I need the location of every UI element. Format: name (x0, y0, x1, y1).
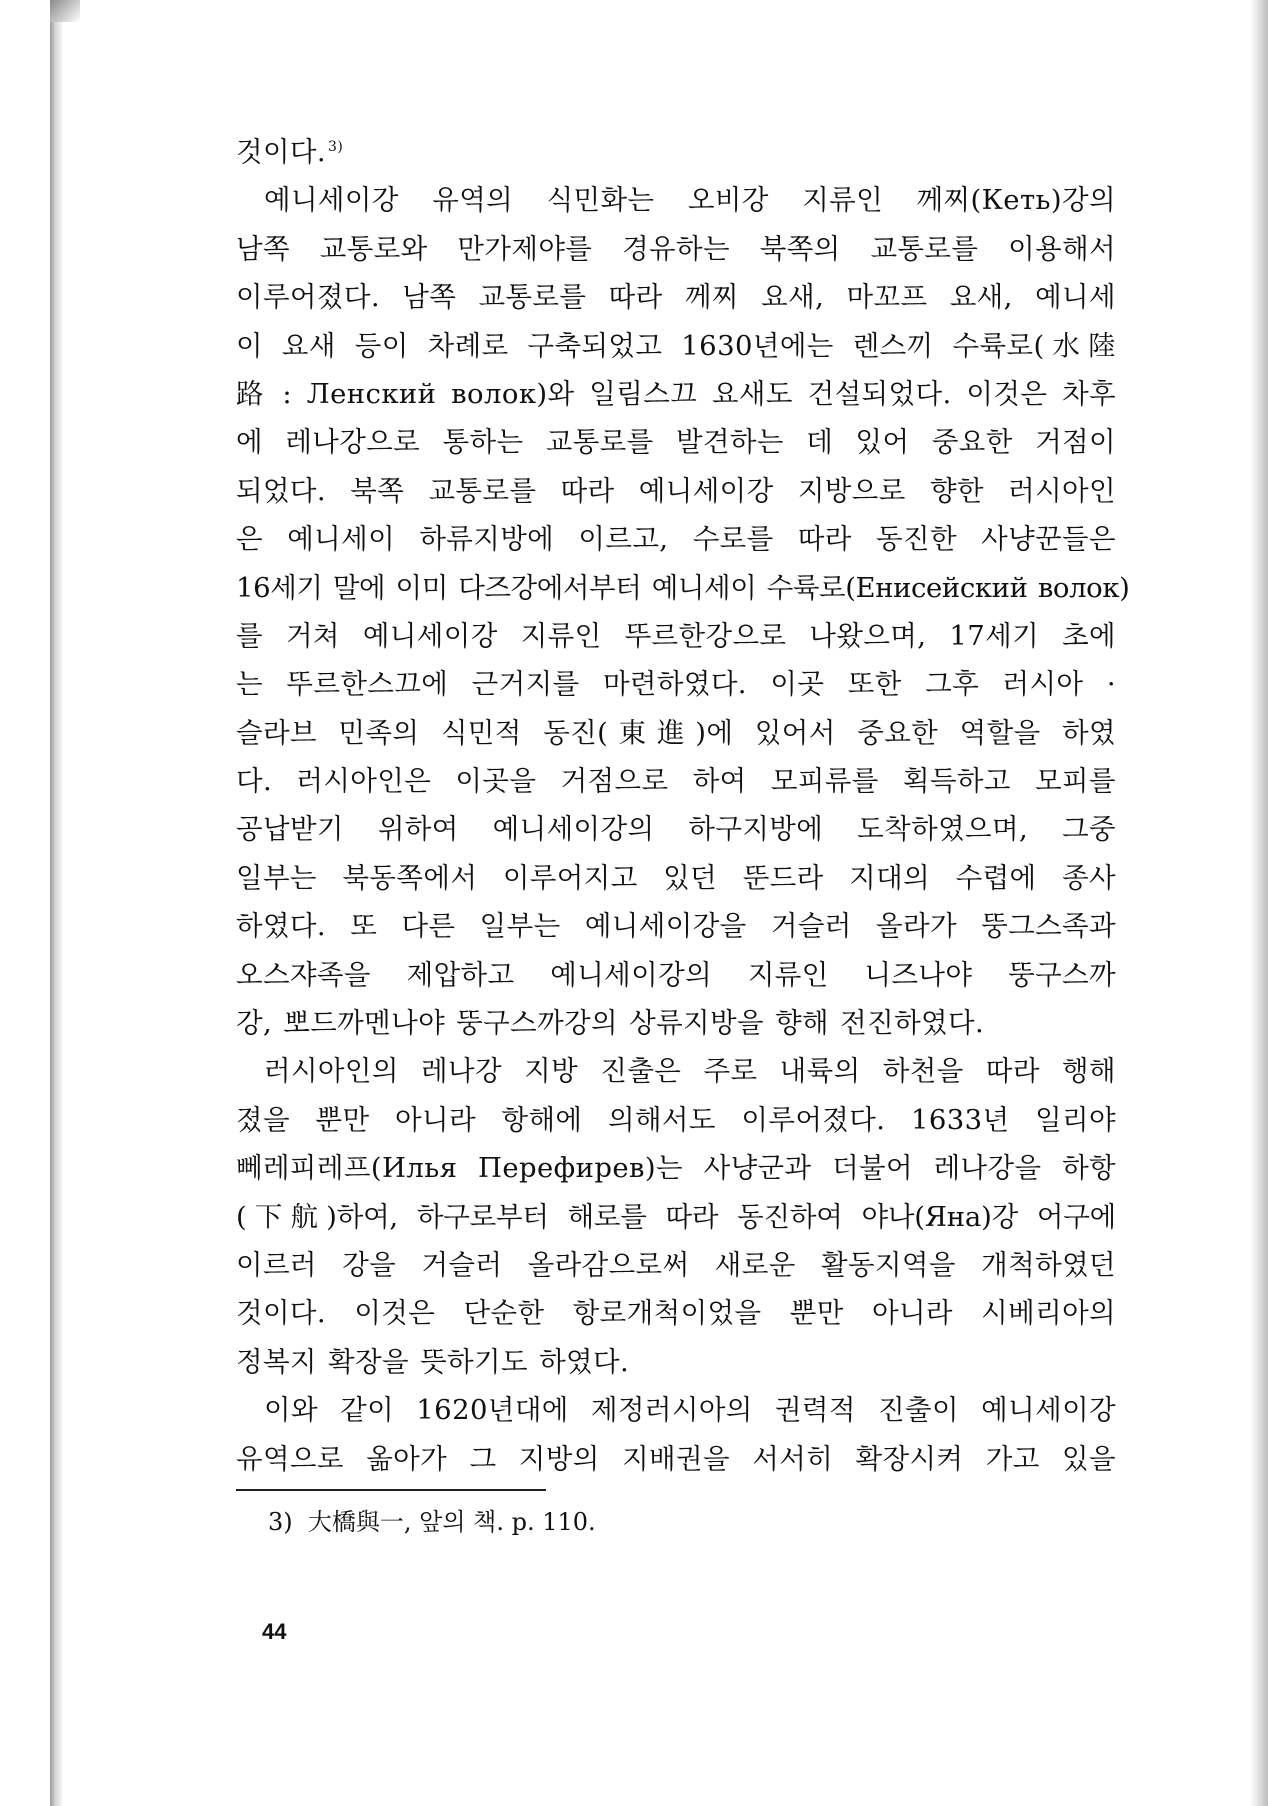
text-line: 되었다. 북쪽 교통로를 따라 예니세이강 지방으로 향한 러시아인 (236, 474, 1116, 507)
page-number: 44 (262, 1619, 287, 1644)
text-line: 예니세이강 유역의 식민화는 오비강 지류인 께찌(Кеть)강의 (264, 184, 1116, 217)
text-line: 이 요새 등이 차례로 구축되었고 1630년에는 렌스끼 수륙로(水陸 (236, 329, 1116, 362)
text-line: 러시아인의 레나강 지방 진출은 주로 내륙의 하천을 따라 행해 (264, 1055, 1116, 1088)
text-line: 다. 러시아인은 이곳을 거점으로 하여 모피류를 획득하고 모피를 (236, 765, 1116, 798)
footnote-text: 大橋與一, 앞의 책. p. 110. (307, 1508, 596, 1536)
footnote-marker[interactable]: 3) (328, 138, 344, 155)
text-line: 일부는 북동쪽에서 이루어지고 있던 뚠드라 지대의 수렵에 종사 (236, 861, 1116, 894)
page-corner (50, 0, 80, 22)
text-line: 남쪽 교통로와 만가제야를 경유하는 북쪽의 교통로를 이용해서 (236, 232, 1116, 265)
text-line: 를 거쳐 예니세이강 지류인 뚜르한강으로 나왔으며, 17세기 초에 (236, 619, 1116, 652)
text-line: 강, 뽀드까멘나야 뚱구스까강의 상류지방을 향해 전진하였다. (236, 1007, 985, 1040)
text-line: 는 뚜르한스끄에 근거지를 마련하였다. 이곳 또한 그후 러시아 · (236, 668, 1116, 701)
text-line: 공납받기 위하여 예니세이강의 하구지방에 도착하였으며, 그중 (236, 813, 1116, 846)
text-line: 은 예니세이 하류지방에 이르고, 수로를 따라 동진한 사냥꾼들은 (236, 523, 1116, 556)
book-spine-shadow (50, 0, 62, 1806)
text-line: 이와 같이 1620년대에 제정러시아의 권력적 진출이 예니세이강 (264, 1394, 1116, 1427)
text-line: 것이다. 이것은 단순한 항로개척이었을 뿐만 아니라 시베리아의 (236, 1297, 1116, 1330)
text-line: 오스쟈족을 제압하고 예니세이강의 지류인 니즈나야 뚱구스까 (236, 958, 1116, 991)
text-line: 路 : Ленский волок)와 일림스끄 요새도 건설되었다. 이것은 차후 (236, 377, 1116, 410)
text-line: 16세기 말에 이미 다즈강에서부터 예니세이 수륙로(Енисейский волок) (236, 571, 1130, 604)
text-line: 이르러 강을 거슬러 올라감으로써 새로운 활동지역을 개척하였던 (236, 1248, 1116, 1281)
text-line: 하였다. 또 다른 일부는 예니세이강을 거슬러 올라가 뚱그스족과 (236, 910, 1116, 943)
text-line: 이루어졌다. 남쪽 교통로를 따라 께찌 요새, 마꼬프 요새, 예니세 (236, 281, 1116, 314)
text-line: 유역으로 옮아가 그 지방의 지배권을 서서히 확장시켜 가고 있을 (236, 1442, 1116, 1475)
text-line: (下航)하여, 하구로부터 해로를 따라 동진하여 야나(Яна)강 어구에 (236, 1200, 1116, 1233)
footnote (268, 1502, 596, 1542)
text-line: 정복지 확장을 뜻하기도 하였다. (236, 1345, 630, 1378)
text-line: 뻬레피레프(Илья Перефирев)는 사냥군과 더불어 레나강을 하항 (236, 1152, 1116, 1185)
text-line: 졌을 뿐만 아니라 항해에 의해서도 이루어졌다. 1633년 일리야 (236, 1103, 1116, 1136)
text-line: 슬라브 민족의 식민적 동진(東進)에 있어서 중요한 역할을 하였 (236, 716, 1116, 749)
footnote-marker: 3) (268, 1508, 293, 1536)
footnote-divider (236, 1489, 546, 1491)
body-text (236, 128, 1130, 1483)
text-line: 에 레나강으로 통하는 교통로를 발견하는 데 있어 중요한 거점이 (236, 426, 1116, 459)
page-edge-shadow (1250, 0, 1268, 1806)
text-line: 것이다. $^{3)}$ (236, 136, 344, 168)
